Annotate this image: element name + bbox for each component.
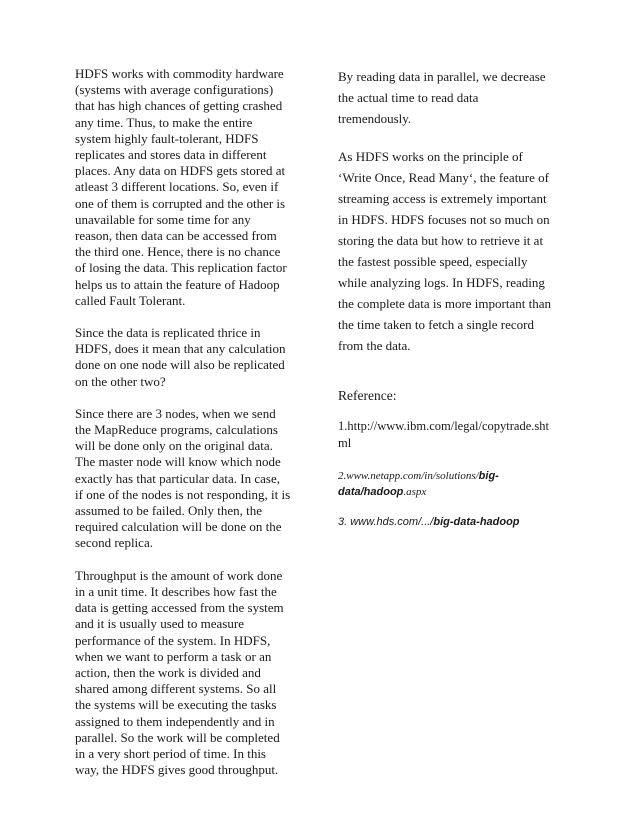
text-line: the time taken to fetch a single record [338,317,535,332]
text-line: in a unit time. It describes how fast the [75,583,277,599]
text-line: if one of the nodes is not responding, it is [75,486,291,502]
text-line: the actual time to read data [338,90,479,105]
text-line: from the data. [338,338,411,353]
text-line [338,484,570,500]
reference-url-part: 2.www.netapp.com/in/solutions/ [338,470,479,483]
text-line: the complete data is more important than [338,296,551,311]
paragraph-throughput [75,568,305,779]
reference-url-bold-part: data/hadoop [338,486,404,499]
text-line: of losing the data. This replication factor [75,260,287,276]
text-line: 1.http://www.ibm.com/legal/copytrade.sht [338,419,549,434]
reference-link-netapp[interactable] [338,468,570,500]
paragraph-streaming-access [338,146,570,356]
reference-link-hds[interactable] [338,514,570,530]
text-line: the fastest possible speed, especially [338,254,528,269]
text-line: storing the data but how to retrieve it at [338,233,544,248]
reference-link-ibm[interactable] [338,418,570,452]
text-line: (systems with average configurations) [75,82,274,98]
text-line: required calculation will be done on the [75,519,282,535]
reference-url-bold-part: big-data-hadoop [433,516,520,529]
text-line: second replica. [75,535,153,551]
right-column [338,66,570,530]
text-line: Since there are 3 nodes, when we send [75,405,276,421]
text-line: done on one node will also be replicated [75,357,285,373]
text-line: By reading data in parallel, we decrease [338,69,546,84]
text-line: ‘Write Once, Read Many‘, the feature of [338,170,549,185]
text-line: streaming access is extremely important [338,191,547,206]
text-line: will be done only on the original data. [75,438,273,454]
text-line: exactly has that particular data. In case, [75,470,281,486]
text-line: assumed to be failed. Only then, the [75,503,263,519]
text-line: HDFS, does it mean that any calculation [75,341,286,357]
text-line: action, then the work is divided and [75,664,261,680]
text-line: called Fault Tolerant. [75,292,186,308]
text-line: in a very short period of time. In this [75,745,266,761]
text-line: while analyzing logs. In HDFS, reading [338,275,545,290]
reference-url-bold-part: big- [478,470,499,483]
text-line: tremendously. [338,111,412,126]
text-line: in HDFS. HDFS focuses not so much on [338,212,550,227]
text-line: As HDFS works on the principle of [338,149,523,164]
text-line: way, the HDFS gives good throughput. [75,762,279,778]
text-line: shared among different systems. So all [75,681,277,697]
text-line [338,514,570,530]
text-line: atleast 3 different locations. So, even if [75,179,279,195]
paragraph-parallel-reading [338,66,570,129]
text-line: unavailable for some time for any [75,211,251,227]
text-line [338,468,570,484]
text-line: the systems will be executing the tasks [75,697,277,713]
text-line: reason, then data can be accessed from [75,228,277,244]
reference-url-part: .aspx [403,486,427,499]
paragraph-fault-tolerance [75,66,305,309]
reference-url-part: 3. www.hds.com/.../ [338,516,434,529]
reference-heading: Reference: [338,388,397,403]
text-line: when we want to perform a task or an [75,648,272,664]
text-line: performance of the system. In HDFS, [75,632,271,648]
text-line: system highly fault-tolerant, HDFS [75,130,259,146]
text-line: helps us to attain the feature of Hadoop [75,276,280,292]
paragraph-replication-question [75,325,305,390]
text-line: The master node will know which node [75,454,281,470]
text-line: data is getting accessed from the system [75,600,284,616]
text-line: Throughput is the amount of work done [75,567,283,583]
text-line: HDFS works with commodity hardware [75,66,284,81]
text-line: on the other two? [75,373,166,389]
text-line: ml [338,436,352,451]
text-line: and it is usually used to measure [75,616,244,632]
text-line: any time. Thus, to make the entire [75,114,253,130]
text-line: places. Any data on HDFS gets stored at [75,163,286,179]
paragraph-mapreduce-nodes [75,406,305,552]
text-line: the MapReduce programs, calculations [75,422,278,438]
text-line: Since the data is replicated thrice in [75,325,261,341]
text-line: one of them is corrupted and the other is [75,195,286,211]
left-column [75,66,305,778]
text-line: that has high chances of getting crashed [75,98,283,114]
text-line: assigned to them independently and in [75,713,275,729]
text-line: the third one. Hence, there is no chance [75,244,281,260]
text-line: parallel. So the work will be completed [75,729,280,745]
text-line: replicates and stores data in different [75,147,267,163]
